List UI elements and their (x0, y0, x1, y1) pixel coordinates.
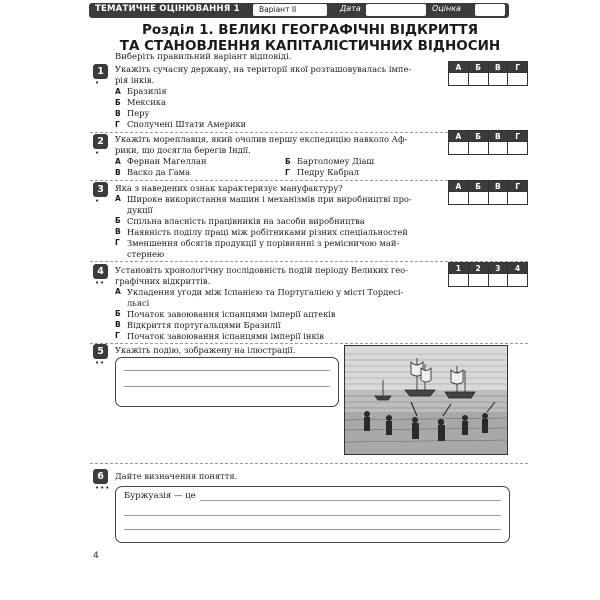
answer-line (200, 500, 501, 501)
grid-header-cell: Г (508, 62, 528, 73)
answer-cell[interactable] (449, 192, 469, 205)
option-text: Відкриття португальцями Бразилії (127, 320, 281, 330)
grid-header-cell: Г (508, 131, 528, 142)
answer-cell[interactable] (508, 274, 528, 287)
answer-cell[interactable] (508, 142, 528, 155)
instruction: Виберіть правильний варіант відповіді. (115, 52, 292, 62)
option-letter: А (115, 157, 121, 166)
question-6-text: Дайте визначення поняття. (115, 471, 238, 481)
question-2-text (115, 134, 407, 155)
answer-grid-q4 (448, 262, 528, 287)
option-text: Бразилія (127, 86, 167, 96)
answer-cell[interactable] (508, 192, 528, 205)
answer-line (124, 515, 501, 516)
question-text-line: Укажіть сучасну державу, на території якої розташовувалась імпе- (115, 64, 412, 74)
question-text-line: рія інків. (115, 74, 155, 85)
option-text: Перу (127, 108, 150, 118)
difficulty-dots: • (95, 197, 101, 205)
grid-header-cell: 4 (508, 263, 528, 274)
grid-header-cell: В (488, 181, 508, 192)
option (115, 331, 435, 342)
answer-lines-q6[interactable] (115, 486, 510, 543)
option (285, 156, 374, 168)
answer-line (124, 370, 330, 371)
grid-header-cell: В (488, 131, 508, 142)
difficulty-dots: • (95, 149, 101, 157)
term-label: Буржуазія — це (124, 491, 196, 501)
difficulty-dots: •• (95, 279, 106, 287)
divider (90, 463, 528, 464)
option (285, 167, 359, 179)
option-text: Мексика (127, 97, 166, 107)
option-text: Сполучені Штати Америки (127, 119, 247, 129)
answer-lines-q5[interactable] (115, 357, 339, 407)
grid-header-cell: А (449, 131, 469, 142)
answer-cell[interactable] (449, 73, 469, 86)
option-text: Початок завоювання іспанцями імперії інків (127, 331, 324, 341)
answer-cell[interactable] (488, 192, 508, 205)
grid-header-cell: Б (468, 181, 488, 192)
option-text: Педру Кабрал (297, 167, 359, 177)
header-title: ТЕМАТИЧНЕ ОЦІНЮВАННЯ 1 (95, 4, 240, 14)
option-text: Зменшення обсягів продукції у порівнянні з ремісничою май- (127, 238, 400, 248)
section-title-line2: ТА СТАНОВЛЕННЯ КАПІТАЛІСТИЧНИХ ВІДНОСИН (119, 38, 501, 54)
date-field[interactable] (366, 4, 426, 16)
answer-grid-q2 (448, 130, 528, 155)
grid-header-cell: Б (468, 62, 488, 73)
engraving-icon (345, 346, 507, 454)
option-letter: Б (115, 98, 121, 107)
answer-cell[interactable] (449, 142, 469, 155)
question-number-5: 5 (93, 344, 108, 359)
option-letter: А (115, 87, 121, 96)
section-title-line1: Розділ 1. ВЕЛИКІ ГЕОГРАФІЧНІ ВІДКРИТТЯ (141, 22, 479, 38)
grid-header-cell: 3 (488, 263, 508, 274)
answer-cell[interactable] (508, 73, 528, 86)
option-letter: Б (115, 216, 121, 225)
option (115, 320, 435, 331)
question-5-text: Укажіть подію, зображену на ілюстрації. (115, 345, 296, 355)
question-text-line: Укажіть мореплавця, який очолив першу експедицію навколо Аф- (115, 134, 408, 144)
answer-line (124, 386, 330, 387)
answer-cell[interactable] (488, 274, 508, 287)
option-text: Спільна власність працівників на засоби виробництва (127, 216, 365, 226)
option-letter: Г (115, 120, 120, 129)
option-letter: Г (115, 331, 120, 340)
option (115, 97, 166, 109)
option-text: Наявність поділу праці між робітниками різних спеціальностей (127, 227, 408, 237)
option-letter: А (115, 194, 121, 203)
question-number-1: 1 (93, 64, 108, 79)
answer-cell[interactable] (449, 274, 469, 287)
grid-header-cell: 1 (449, 263, 469, 274)
option-letter: В (115, 168, 121, 177)
option-letter: Г (115, 238, 120, 247)
option-text: Початок завоювання іспанцями імперії ацтеків (127, 309, 336, 319)
divider (90, 343, 528, 344)
question-1-text (115, 64, 411, 85)
page-number: 4 (93, 551, 99, 561)
grid-header-cell: А (449, 62, 469, 73)
grid-header-cell: В (488, 62, 508, 73)
date-label: Дата (340, 4, 361, 13)
option (115, 216, 435, 227)
difficulty-dots: •• (95, 359, 106, 367)
answer-cell[interactable] (468, 142, 488, 155)
option (115, 238, 435, 259)
option (115, 287, 435, 308)
answer-cell[interactable] (468, 73, 488, 86)
question-text-line: Установіть хронологічну послідовність подій періоду Великих гео- (115, 265, 408, 275)
answer-cell[interactable] (468, 192, 488, 205)
question-number-4: 4 (93, 264, 108, 279)
option-letter: Г (285, 168, 290, 177)
option-letter: В (115, 320, 121, 329)
grid-header-cell: А (449, 181, 469, 192)
grid-header-cell: Г (508, 181, 528, 192)
question-3-text: Яка з наведених ознак характеризує мануфактуру? (115, 183, 343, 193)
option (115, 167, 190, 179)
grid-header-cell: 2 (468, 263, 488, 274)
option (115, 108, 149, 120)
option (115, 194, 435, 215)
option-letter: Б (285, 157, 291, 166)
option (115, 309, 435, 320)
question-4-text (115, 265, 408, 286)
answer-cell[interactable] (488, 142, 508, 155)
option-text: Широке використання машин і механізмів при виробництві про- (127, 194, 412, 204)
option-letter: Б (115, 309, 121, 318)
question-number-2: 2 (93, 134, 108, 149)
grade-field[interactable] (475, 4, 505, 16)
option (115, 119, 246, 131)
grade-label: Оцінка (432, 4, 461, 13)
option (115, 156, 206, 168)
answer-cell[interactable] (468, 274, 488, 287)
question-text-line: рики, що досягла берегів Індії. (115, 144, 251, 155)
variant-box (253, 4, 327, 16)
option-text: стернею (127, 248, 165, 259)
option-text: Васко да Гама (127, 167, 191, 177)
option (115, 227, 435, 238)
difficulty-dots: • (95, 79, 101, 87)
question-text-line: графічних відкриттів. (115, 275, 211, 286)
option-letter: В (115, 227, 121, 236)
option-text: Фернан Магеллан (127, 156, 207, 166)
option-text: Укладення угоди між Іспанією та Португалією у місті Тордесі- (127, 287, 404, 297)
variant-label: Варіант II (259, 5, 297, 14)
option (115, 86, 167, 98)
question-number-3: 3 (93, 182, 108, 197)
answer-cell[interactable] (488, 73, 508, 86)
option-text: дукції (127, 204, 153, 215)
answer-grid-q1 (448, 61, 528, 86)
illustration-engraving (344, 345, 508, 455)
grid-header-cell: Б (468, 131, 488, 142)
option-letter: В (115, 109, 121, 118)
difficulty-dots: ••• (95, 484, 111, 492)
question-number-6: 6 (93, 469, 108, 484)
answer-grid-q3 (448, 180, 528, 205)
option-text: льясі (127, 297, 150, 308)
option-text: Бартоломеу Діаш (297, 156, 375, 166)
answer-line (124, 529, 501, 530)
option-letter: А (115, 287, 121, 296)
